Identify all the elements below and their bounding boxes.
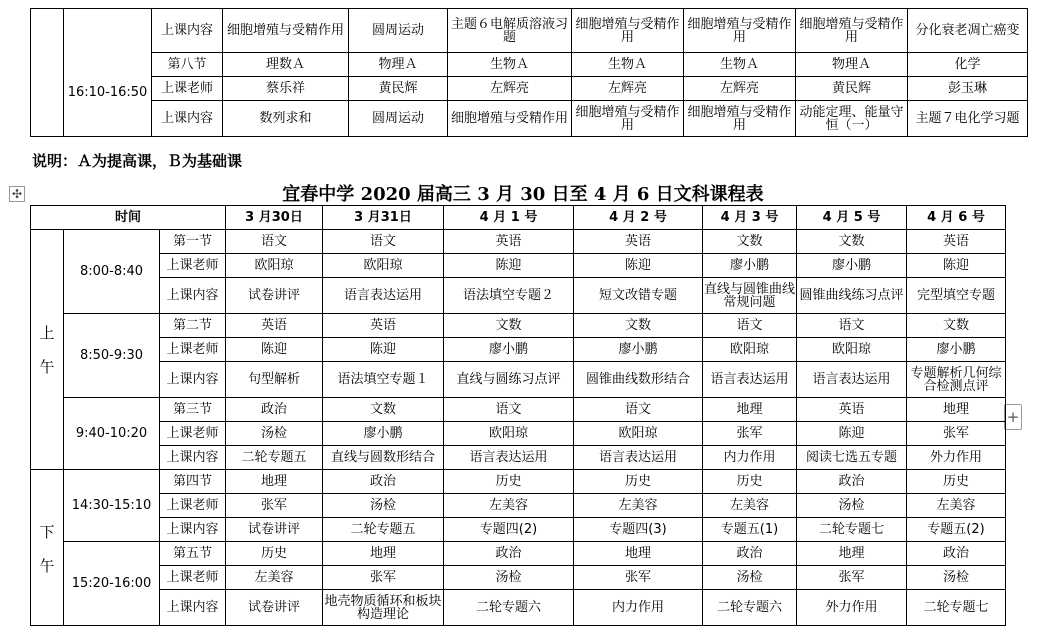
subject-cell: 英语 bbox=[226, 314, 323, 338]
subject-cell: 文数 bbox=[907, 314, 1006, 338]
cell: 黄民辉 bbox=[796, 77, 908, 101]
period-time: 14:30-15:10 bbox=[64, 470, 160, 542]
cell: 数列求和 bbox=[223, 101, 349, 137]
table-row bbox=[31, 422, 1006, 446]
teacher-cell: 左美容 bbox=[574, 494, 703, 518]
teacher-cell: 廖小鹏 bbox=[797, 254, 907, 278]
row-label: 第三节 bbox=[160, 398, 226, 422]
teacher-cell: 欧阳琼 bbox=[574, 422, 703, 446]
row-label: 上课老师 bbox=[160, 338, 226, 362]
cell: 物理Ａ bbox=[796, 53, 908, 77]
row-label: 上课内容 bbox=[160, 278, 226, 314]
row-label: 上课老师 bbox=[160, 566, 226, 590]
cell: 主题６电解质溶液习题 bbox=[448, 9, 572, 53]
content-cell: 直线与圆练习点评 bbox=[444, 362, 574, 398]
content-cell: 阅读七选五专题 bbox=[797, 446, 907, 470]
cell: 动能定理、能量守恒（一） bbox=[796, 101, 908, 137]
half-day-char: 午 bbox=[39, 357, 55, 376]
subject-cell: 历史 bbox=[444, 470, 574, 494]
period-time: 8:00-8:40 bbox=[64, 230, 160, 314]
row-label: 上课内容 bbox=[160, 518, 226, 542]
content-cell: 圆锥曲线练习点评 bbox=[797, 278, 907, 314]
table-row bbox=[31, 230, 1006, 254]
teacher-cell: 欧阳琼 bbox=[797, 338, 907, 362]
cell: 细胞增殖与受精作用 bbox=[684, 101, 796, 137]
content-cell: 直线与圆数形结合 bbox=[323, 446, 444, 470]
cell: 圆周运动 bbox=[349, 101, 448, 137]
teacher-cell: 欧阳琼 bbox=[323, 254, 444, 278]
content-cell: 语法填空专题２ bbox=[444, 278, 574, 314]
teacher-cell: 廖小鹏 bbox=[574, 338, 703, 362]
date-header: 4 月 3 号 bbox=[703, 206, 797, 230]
content-cell: 圆锥曲线数形结合 bbox=[574, 362, 703, 398]
table-row bbox=[31, 362, 1006, 398]
subject-cell: 政治 bbox=[907, 542, 1006, 566]
cell: 化学 bbox=[908, 53, 1028, 77]
content-cell: 语言表达运用 bbox=[323, 278, 444, 314]
table-row bbox=[31, 398, 1006, 422]
table-row bbox=[31, 254, 1006, 278]
time-cell: 16:10-16:50 bbox=[64, 9, 152, 137]
half-day-char: 下 bbox=[39, 523, 55, 541]
content-cell: 语法填空专题１ bbox=[323, 362, 444, 398]
subject-cell: 英语 bbox=[444, 230, 574, 254]
cell: 理数Ａ bbox=[223, 53, 349, 77]
teacher-cell: 张军 bbox=[574, 566, 703, 590]
cell: 细胞增殖与受精作用 bbox=[572, 9, 684, 53]
page-title: 宜春中学 2020 届高三 3 月 30 日至 4 月 6 日文科课程表 bbox=[282, 184, 764, 205]
row-label: 第一节 bbox=[160, 230, 226, 254]
content-cell: 句型解析 bbox=[226, 362, 323, 398]
table-row bbox=[31, 338, 1006, 362]
teacher-cell: 陈迎 bbox=[797, 422, 907, 446]
cell: 彭玉琳 bbox=[908, 77, 1028, 101]
row-label: 第八节 bbox=[152, 53, 223, 77]
cell: 细胞增殖与受精作用 bbox=[572, 101, 684, 137]
content-cell: 试卷讲评 bbox=[226, 590, 323, 626]
cell: 分化衰老凋亡癌变 bbox=[908, 9, 1028, 53]
content-cell: 二轮专题七 bbox=[907, 590, 1006, 626]
subject-cell: 语文 bbox=[574, 398, 703, 422]
row-label: 第二节 bbox=[160, 314, 226, 338]
table-row bbox=[31, 77, 1028, 101]
subject-cell: 语文 bbox=[444, 398, 574, 422]
row-label: 上课内容 bbox=[152, 9, 223, 53]
teacher-cell: 汤检 bbox=[703, 566, 797, 590]
row-label: 第五节 bbox=[160, 542, 226, 566]
date-header: 3 月31日 bbox=[323, 206, 444, 230]
content-cell: 专题四(2) bbox=[444, 518, 574, 542]
teacher-cell: 汤检 bbox=[907, 566, 1006, 590]
teacher-cell: 欧阳琼 bbox=[703, 338, 797, 362]
row-label: 上课内容 bbox=[160, 446, 226, 470]
cell: 蔡乐祥 bbox=[223, 77, 349, 101]
teacher-cell: 廖小鹏 bbox=[703, 254, 797, 278]
period-time: 8:50-9:30 bbox=[64, 314, 160, 398]
date-header: 4 月 1 号 bbox=[444, 206, 574, 230]
teacher-cell: 张军 bbox=[907, 422, 1006, 446]
time-header: 时间 bbox=[31, 206, 226, 230]
date-header: 3 月30日 bbox=[226, 206, 323, 230]
afternoon-label bbox=[31, 470, 64, 626]
content-cell: 专题解析几何综合检测点评 bbox=[907, 362, 1006, 398]
teacher-cell: 陈迎 bbox=[907, 254, 1006, 278]
teacher-cell: 汤检 bbox=[323, 494, 444, 518]
content-cell: 语言表达运用 bbox=[444, 446, 574, 470]
table-row bbox=[31, 314, 1006, 338]
cell: 物理Ａ bbox=[349, 53, 448, 77]
teacher-cell: 欧阳琼 bbox=[444, 422, 574, 446]
content-cell: 外力作用 bbox=[907, 446, 1006, 470]
teacher-cell: 左美容 bbox=[703, 494, 797, 518]
subject-cell: 历史 bbox=[574, 470, 703, 494]
half-day-char: 上 bbox=[39, 323, 55, 342]
content-cell: 专题四(3) bbox=[574, 518, 703, 542]
content-cell: 外力作用 bbox=[797, 590, 907, 626]
content-cell: 二轮专题七 bbox=[797, 518, 907, 542]
row-label: 上课内容 bbox=[160, 362, 226, 398]
teacher-cell: 汤检 bbox=[797, 494, 907, 518]
teacher-cell: 张军 bbox=[323, 566, 444, 590]
row-label: 上课老师 bbox=[152, 77, 223, 101]
table-row bbox=[31, 9, 1028, 53]
cell: 生物Ａ bbox=[684, 53, 796, 77]
period-time: 15:20-16:00 bbox=[64, 542, 160, 626]
table-row bbox=[31, 446, 1006, 470]
content-cell: 专题五(1) bbox=[703, 518, 797, 542]
teacher-cell: 张军 bbox=[797, 566, 907, 590]
subject-cell: 政治 bbox=[444, 542, 574, 566]
teacher-cell: 左美容 bbox=[226, 566, 323, 590]
teacher-cell: 张军 bbox=[703, 422, 797, 446]
date-header: 4 月 6 号 bbox=[907, 206, 1006, 230]
subject-cell: 语文 bbox=[323, 230, 444, 254]
cell: 主题７电化学习题 bbox=[908, 101, 1028, 137]
content-cell: 内力作用 bbox=[574, 590, 703, 626]
teacher-cell: 欧阳琼 bbox=[226, 254, 323, 278]
subject-cell: 英语 bbox=[323, 314, 444, 338]
date-header: 4 月 5 号 bbox=[797, 206, 907, 230]
content-cell: 语言表达运用 bbox=[574, 446, 703, 470]
content-cell: 二轮专题五 bbox=[226, 446, 323, 470]
content-cell: 试卷讲评 bbox=[226, 518, 323, 542]
content-cell: 二轮专题六 bbox=[703, 590, 797, 626]
content-cell: 专题五(2) bbox=[907, 518, 1006, 542]
subject-cell: 文数 bbox=[444, 314, 574, 338]
schedule-body bbox=[31, 230, 1006, 626]
row-label: 上课内容 bbox=[160, 590, 226, 626]
subject-cell: 英语 bbox=[574, 230, 703, 254]
teacher-cell: 陈迎 bbox=[444, 254, 574, 278]
row-label: 上课老师 bbox=[160, 254, 226, 278]
subject-cell: 文数 bbox=[574, 314, 703, 338]
content-cell: 语言表达运用 bbox=[703, 362, 797, 398]
course-note: 说明：Ａ为提高课，Ｂ为基础课 bbox=[32, 152, 243, 170]
cell: 圆周运动 bbox=[349, 9, 448, 53]
cell: 细胞增殖与受精作用 bbox=[684, 9, 796, 53]
subject-cell: 语文 bbox=[797, 314, 907, 338]
cell: 黄民辉 bbox=[349, 77, 448, 101]
table-row bbox=[31, 53, 1028, 77]
teacher-cell: 陈迎 bbox=[226, 338, 323, 362]
teacher-cell: 廖小鹏 bbox=[907, 338, 1006, 362]
subject-cell: 语文 bbox=[226, 230, 323, 254]
content-cell: 地壳物质循环和板块构造理论 bbox=[323, 590, 444, 626]
teacher-cell: 汤检 bbox=[226, 422, 323, 446]
date-header: 4 月 2 号 bbox=[574, 206, 703, 230]
table-row bbox=[31, 542, 1006, 566]
subject-cell: 地理 bbox=[703, 398, 797, 422]
subject-cell: 语文 bbox=[703, 314, 797, 338]
half-day-char: 午 bbox=[39, 557, 55, 575]
table-row bbox=[31, 566, 1006, 590]
teacher-cell: 左美容 bbox=[907, 494, 1006, 518]
subject-cell: 政治 bbox=[323, 470, 444, 494]
cell: 细胞增殖与受精作用 bbox=[223, 9, 349, 53]
content-cell: 直线与圆锥曲线常规问题 bbox=[703, 278, 797, 314]
cell: 生物Ａ bbox=[572, 53, 684, 77]
subject-cell: 地理 bbox=[797, 542, 907, 566]
table-row bbox=[31, 590, 1006, 626]
cell: 细胞增殖与受精作用 bbox=[796, 9, 908, 53]
subject-cell: 地理 bbox=[226, 470, 323, 494]
content-cell: 内力作用 bbox=[703, 446, 797, 470]
subject-cell: 历史 bbox=[226, 542, 323, 566]
teacher-cell: 廖小鹏 bbox=[444, 338, 574, 362]
content-cell: 短文改错专题 bbox=[574, 278, 703, 314]
cell: 细胞增殖与受精作用 bbox=[448, 101, 572, 137]
subject-cell: 政治 bbox=[226, 398, 323, 422]
row-label: 第四节 bbox=[160, 470, 226, 494]
teacher-cell: 廖小鹏 bbox=[323, 422, 444, 446]
teacher-cell: 张军 bbox=[226, 494, 323, 518]
content-cell: 试卷讲评 bbox=[226, 278, 323, 314]
subject-cell: 文数 bbox=[703, 230, 797, 254]
teacher-cell: 陈迎 bbox=[574, 254, 703, 278]
table-row bbox=[31, 278, 1006, 314]
subject-cell: 文数 bbox=[797, 230, 907, 254]
content-cell: 完型填空专题 bbox=[907, 278, 1006, 314]
period-time: 9:40-10:20 bbox=[64, 398, 160, 470]
cell: 左辉亮 bbox=[572, 77, 684, 101]
row-label: 上课内容 bbox=[152, 101, 223, 137]
morning-label bbox=[31, 230, 64, 470]
teacher-cell: 左美容 bbox=[444, 494, 574, 518]
cell: 生物Ａ bbox=[448, 53, 572, 77]
subject-cell: 政治 bbox=[797, 470, 907, 494]
table-row bbox=[31, 518, 1006, 542]
cell: 左辉亮 bbox=[684, 77, 796, 101]
previous-schedule-table bbox=[30, 8, 1028, 137]
schedule-table bbox=[30, 205, 1006, 626]
subject-cell: 地理 bbox=[323, 542, 444, 566]
content-cell: 语言表达运用 bbox=[797, 362, 907, 398]
teacher-cell: 陈迎 bbox=[323, 338, 444, 362]
subject-cell: 地理 bbox=[907, 398, 1006, 422]
period-cell bbox=[31, 9, 64, 137]
header-row bbox=[31, 206, 1006, 230]
subject-cell: 政治 bbox=[703, 542, 797, 566]
subject-cell: 地理 bbox=[574, 542, 703, 566]
table-move-handle-icon[interactable]: ✣ bbox=[9, 186, 25, 202]
table-row bbox=[31, 470, 1006, 494]
content-cell: 二轮专题五 bbox=[323, 518, 444, 542]
cell: 左辉亮 bbox=[448, 77, 572, 101]
row-label: 上课老师 bbox=[160, 494, 226, 518]
subject-cell: 文数 bbox=[323, 398, 444, 422]
table-row bbox=[31, 101, 1028, 137]
content-cell: 二轮专题六 bbox=[444, 590, 574, 626]
subject-cell: 英语 bbox=[797, 398, 907, 422]
subject-cell: 历史 bbox=[907, 470, 1006, 494]
subject-cell: 英语 bbox=[907, 230, 1006, 254]
row-label: 上课老师 bbox=[160, 422, 226, 446]
teacher-cell: 汤检 bbox=[444, 566, 574, 590]
subject-cell: 历史 bbox=[703, 470, 797, 494]
table-row bbox=[31, 494, 1006, 518]
add-column-icon[interactable]: + bbox=[1004, 404, 1022, 430]
